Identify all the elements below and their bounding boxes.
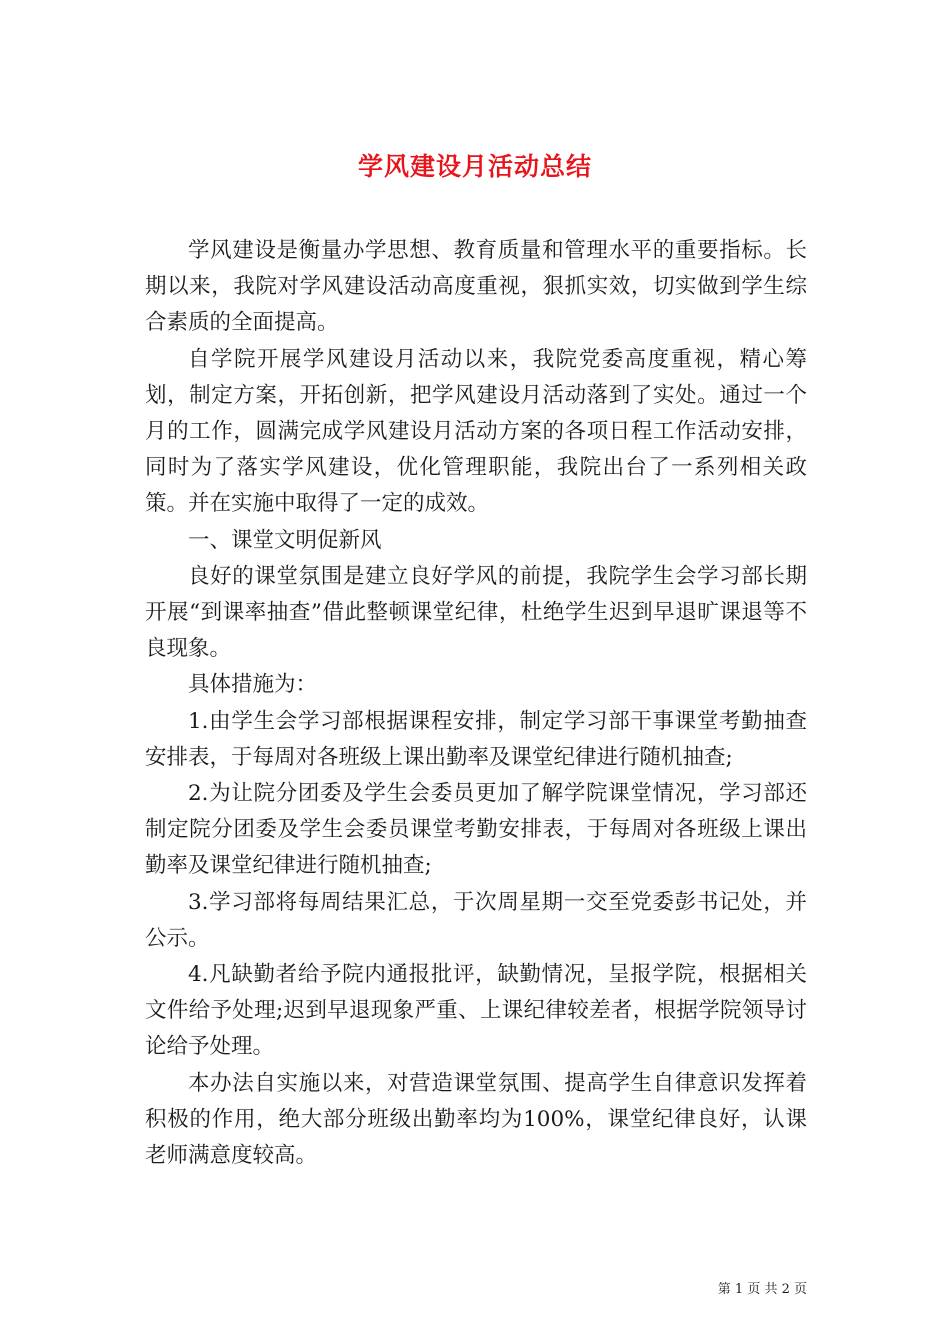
measure-item-1: 1.由学生会学习部根据课程安排，制定学习部干事课堂考勤抽查安排表，于每周对各班级上课出勤率及课堂纪律进行随机抽查; (145, 708, 807, 770)
measure-item-2: 2.为让院分团委及学生会委员更加了解学院课堂情况，学习部还制定院分团委及学生会委员课堂考勤安排表，于每周对各班级上课出勤率及课堂纪律进行随机抽查; (145, 781, 807, 879)
section-heading-1: 一、课堂文明促新风 (188, 527, 382, 553)
page-number: 第 1 页 共 2 页 (717, 1282, 807, 1297)
measure-item-3: 3.学习部将每周结果汇总，于次周星期一交至党委彭书记处，并公示。 (145, 889, 807, 951)
paragraph-intro: 学风建设是衡量办学思想、教育质量和管理水平的重要指标。长期以来，我院对学风建设活动高度重视，狠抓实效，切实做到学生综合素质的全面提高。 (145, 238, 807, 336)
page-title: 学风建设月活动总结 (357, 151, 592, 181)
measures-label: 具体措施为： (188, 672, 318, 698)
document-body (145, 233, 807, 1174)
paragraph-result: 本办法自实施以来，对营造课堂氛围、提高学生自律意识发挥着积极的作用，绝大部分班级出勤率均为100%，课堂纪律良好，认课老师满意度较高。 (145, 1070, 807, 1169)
paragraph-classroom: 良好的课堂氛围是建立良好学风的前提，我院学生会学习部长期开展“到课率抽查”借此整顿课堂纪律，杜绝学生迟到早退旷课退等不良现象。 (145, 563, 807, 662)
paragraph-overview: 自学院开展学风建设月活动以来，我院党委高度重视，精心筹划，制定方案，开拓创新，把学风建设月活动落到了实处。通过一个月的工作，圆满完成学风建设月活动方案的各项日程工作活动安排，同时为了落实学风建设，优化管理职能，我院出台了一系列相关政策。并在实施中取得了一定的成效。 (145, 346, 807, 517)
measure-item-4: 4.凡缺勤者给予院内通报批评，缺勤情况，呈报学院，根据相关文件给予处理;迟到早退现象严重、上课纪律较差者，根据学院领导讨论给予处理。 (145, 962, 807, 1060)
